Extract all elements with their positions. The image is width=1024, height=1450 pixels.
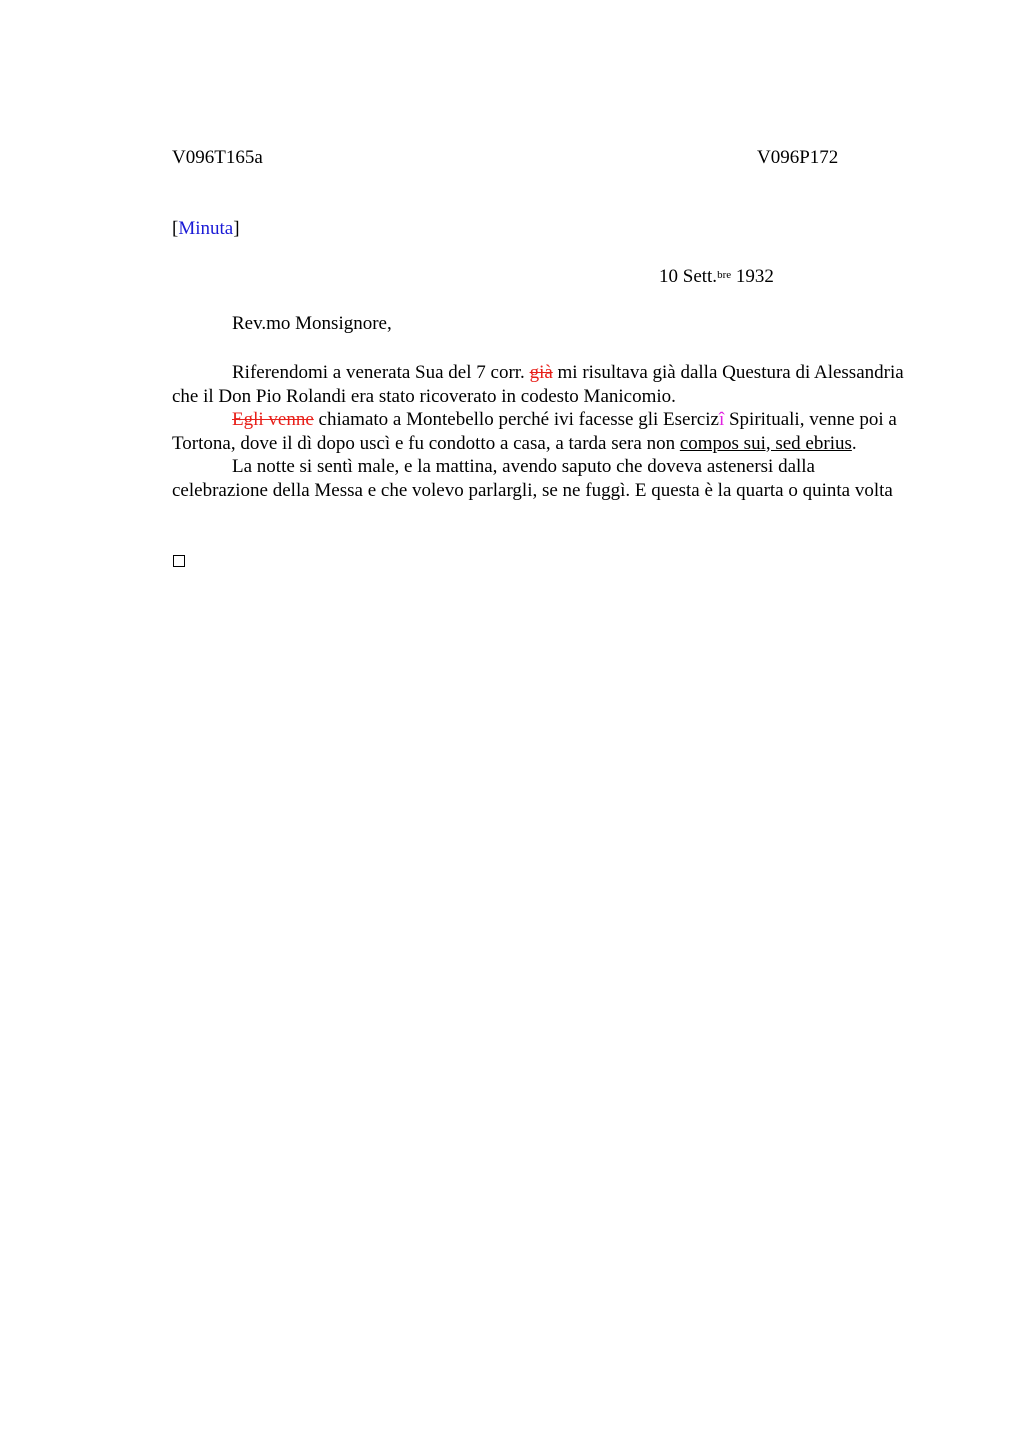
- minuta-label: [172, 218, 240, 240]
- paragraph-3: La notte si sentì male, e la mattina, avendo saputo che doveva astenersi dalla celebrazione della Messa e che volevo parlargli, se ne fuggì. E questa è la quarta o quinta volta: [172, 456, 893, 501]
- underlined-phrase: compos sui, sed ebrius: [679, 432, 852, 454]
- paragraph-2-text-b: Spirituali, venne poi a Tortona, dove il dì dopo uscì e fu condotto a casa, a tarda sera non: [172, 409, 897, 454]
- paragraph-1-text-b: mi risultava già dalla Questura di Alessandria che il Don Pio Rolandi era stato ricoverato in codesto Manicomio.: [172, 362, 904, 407]
- date-day-month: 10 Sett.: [659, 266, 718, 287]
- paragraph-1-text-a: Riferendomi a venerata Sua del 7 corr.: [232, 362, 530, 383]
- deleted-phrase: Egli venne: [232, 409, 314, 430]
- salutation: Rev.mo Monsignore,: [232, 313, 392, 334]
- document-page: [172, 0, 912, 1450]
- empty-square-icon: [173, 555, 185, 567]
- letter-date: [659, 266, 774, 288]
- minuta-text: Minuta: [178, 218, 234, 239]
- date-year: 1932: [731, 266, 774, 287]
- minuta-open-bracket: [: [172, 218, 179, 239]
- letter-body: [172, 361, 912, 502]
- paragraph-2: [172, 408, 912, 455]
- paragraph-1: [172, 361, 912, 408]
- minuta-close-bracket: ]: [233, 218, 240, 239]
- document-code-left: V096T165a: [172, 147, 263, 168]
- deleted-word: già: [529, 362, 553, 383]
- document-code-right: V096P172: [757, 147, 839, 168]
- paragraph-2-text-c: .: [851, 432, 857, 454]
- paragraph-2-text-a: chiamato a Montebello perché ivi facesse gli Eserciz: [313, 409, 719, 430]
- marked-letter: î: [718, 409, 725, 430]
- date-superscript: bre: [717, 269, 732, 281]
